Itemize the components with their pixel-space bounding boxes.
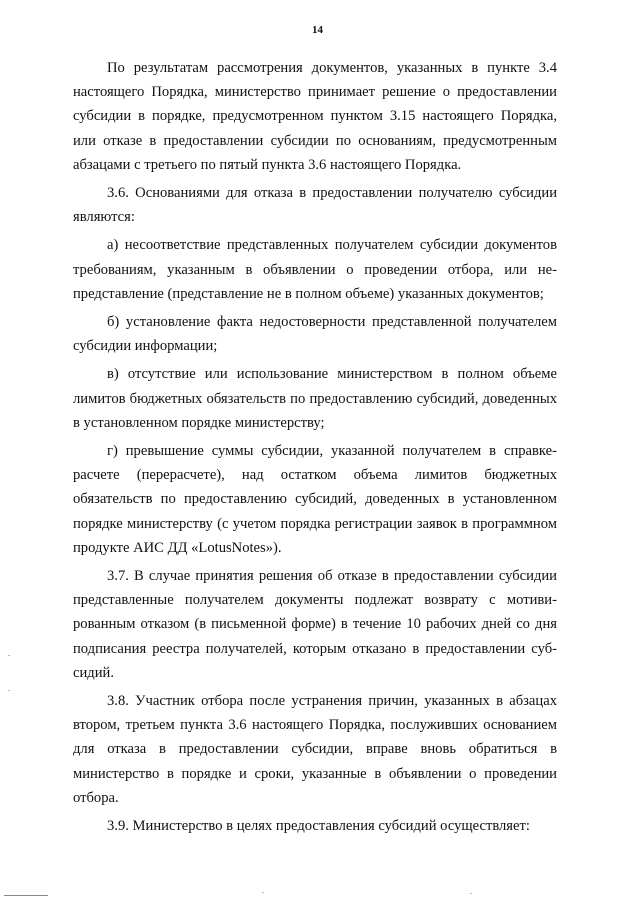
scan-artifact: [470, 893, 472, 894]
paragraph-3-6-b: б) установление факта недостоверности представленной получателем субсидии информации;: [73, 314, 557, 355]
footer-rule: [4, 895, 48, 896]
scan-artifact: [8, 690, 10, 691]
page-number: 14: [312, 24, 323, 36]
paragraph-3-7: 3.7. В случае принятия решения об отказе в предоставлении субсидии представленные получателем документы подлежат возврату с мотивированным отказом (в письменной форме) в течение 10 рабочих дней со дня подписания реестра получателей, которым отказано в предоставлении субсидий.: [73, 568, 557, 681]
document-body: [73, 56, 557, 841]
scan-artifact: [262, 892, 264, 893]
paragraph-3-9: 3.9. Министерство в целях предоставления субсидий осуществляет:: [107, 818, 530, 835]
paragraph-3-6-g: г) превышение суммы субсидии, указанной получателем в справке-расчете (перерасчете), над остатком объема лимитов бюджетных обязательств по предоставлению субсидий, доведенных в установленном порядке министерству (с учетом порядка регистрации заявок в программном продукте АИС ДД «LotusNotes»).: [73, 443, 557, 556]
paragraph-decision: По результатам рассмотрения документов, указанных в пункте 3.4 настоящего Порядка, министерство принимает решение о предоставлении субсидии в порядке, предусмотренном пунктом 3.15 настоящего Порядка, или отказе в предоставлении субсидии по основаниям, предусмотренным абзацами с третьего по пятый пункта 3.6 настоящего Порядка.: [73, 60, 557, 173]
paragraph-3-6-a: а) несоответствие представленных получателем субсидии документов требованиям, указанным в объявлении о проведении отбора, или непредставление (представление не в полном объеме) указанных документов;: [73, 237, 557, 302]
paragraph-3-6-v: в) отсутствие или использование министерством в полном объеме лимитов бюджетных обязательств по предоставлению субсидий, доведенных в установленном порядке министерству;: [73, 366, 557, 431]
paragraph-3-8: 3.8. Участник отбора после устранения причин, указанных в абзацах втором, третьем пункта 3.6 настоящего Порядка, послуживших основанием для отказа в предоставлении субсидии, вправе вновь обратиться в министерство в порядке и сроки, указанные в объявлении о проведении отбора.: [73, 693, 557, 806]
scan-artifact: [8, 655, 10, 656]
paragraph-3-6-heading: 3.6. Основаниями для отказа в предоставлении получателю субсидии являются:: [73, 185, 557, 226]
